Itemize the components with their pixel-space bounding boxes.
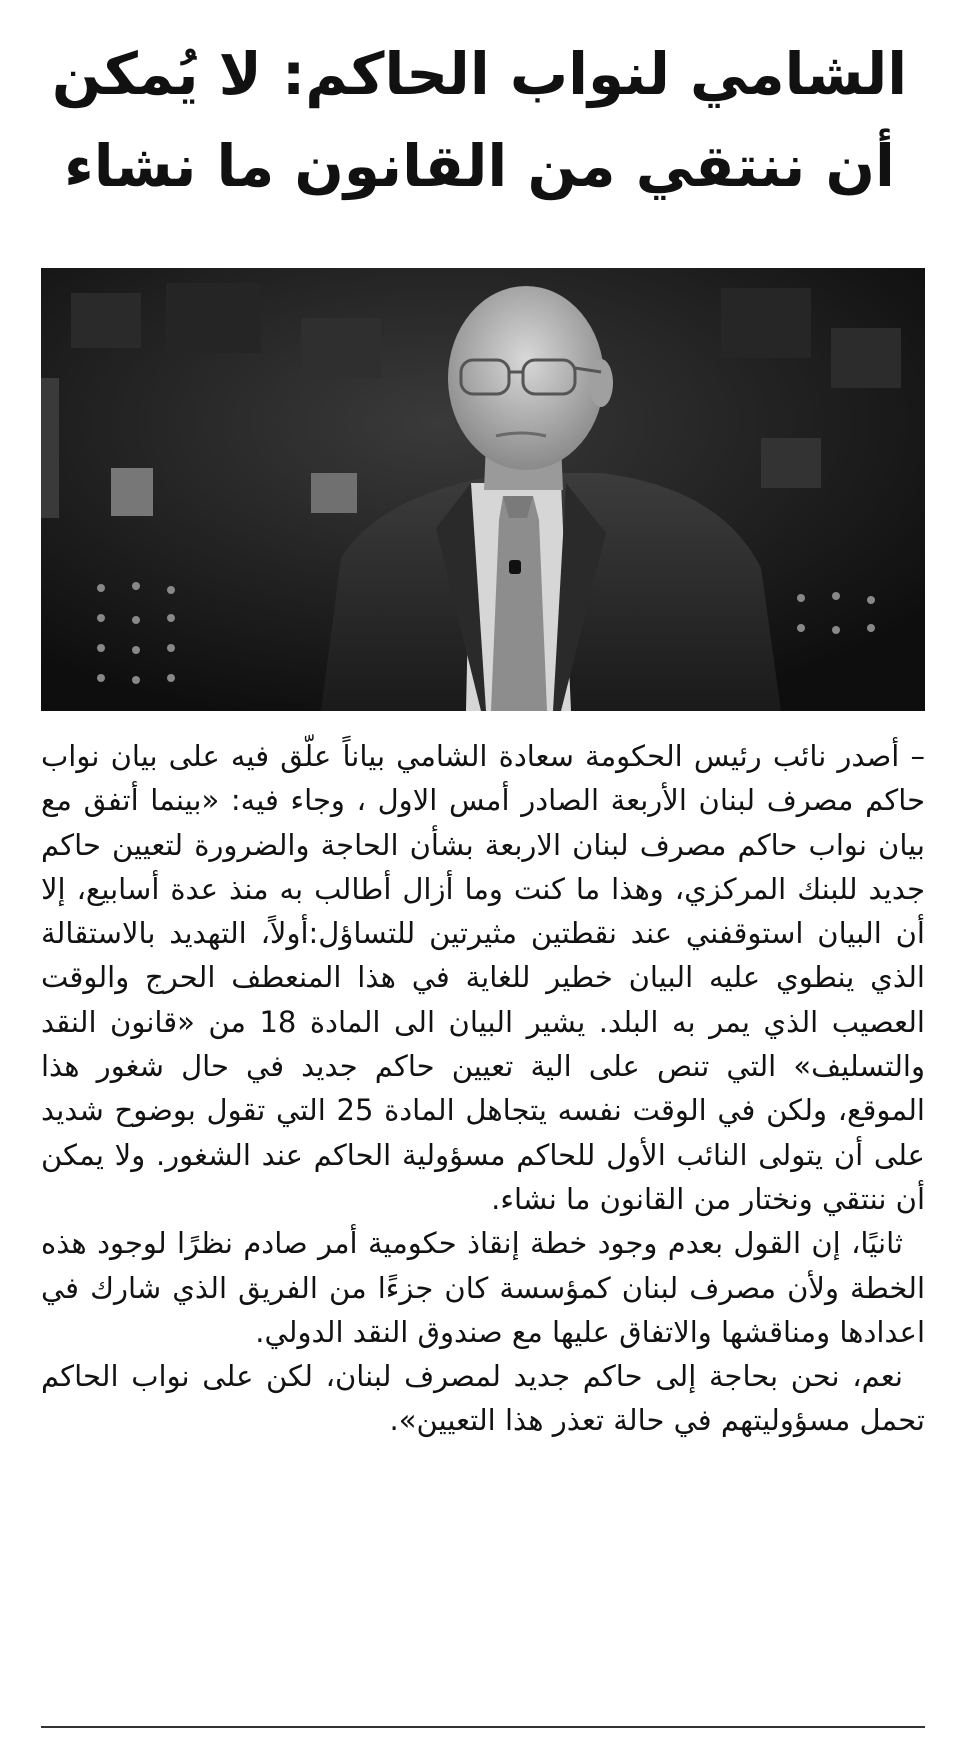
article-photo	[41, 268, 925, 711]
article-paragraph-3: نعم، نحن بحاجة إلى حاكم جديد لمصرف لبنان، لكن على نواب الحاكم تحمل مسؤوليتهم في حالة تعذر هذا التعيين».	[41, 1359, 925, 1438]
article-paragraph-2: ثانيًا، إن القول بعدم وجود خطة إنقاذ حكومية أمر صادم نظرًا لوجود هذه الخطة ولأن مصرف لبنان كمؤسسة كان جزءًا من الفريق الذي شارك في اعدادها ومناقشها والاتفاق عليها مع صندوق النقد الدولي.	[41, 1226, 925, 1349]
headline	[40, 28, 919, 212]
article-paragraph-1: – أصدر نائب رئيس الحكومة سعادة الشامي بياناً علّق فيه على بيان نواب حاكم مصرف لبنان الأربعة الصادر أمس الاول ، وجاء فيه: «بينما أتفق مع بيان نواب حاكم مصرف لبنان الاربعة بشأن الحاجة والضرورة لتعيين حاكم جديد للبنك المركزي، وهذا ما كنت وما أزال أطالب به منذ عدة أسابيع، إلا أن البيان استوقفني عند نقطتين مثيرتين للتساؤل:أولاً، التهديد بالاستقالة الذي ينطوي عليه البيان خطير للغاية في هذا المنعطف الحرج والوقت العصيب الذي يمر به البلد. يشير البيان الى المادة 18 من «قانون النقد والتسليف» التي تنص على الية تعيين حاكم جديد في حال شغور هذا الموقع، ولكن في الوقت نفسه يتجاهل المادة 25 التي تقول بوضوح شديد على أن يتولى النائب الأول للحاكم مسؤولية الحاكم عند الشغور. ولا يمكن أن ننتقي ونختار من القانون ما نشاء.	[41, 739, 925, 1216]
article-body	[41, 734, 925, 1443]
headline-line-2: أن ننتقي من القانون ما نشاء	[64, 132, 895, 200]
headline-line-1: الشامي لنواب الحاكم: لا يُمكن	[51, 40, 908, 108]
portrait-photo-icon	[41, 268, 925, 711]
bottom-divider	[41, 1726, 925, 1728]
